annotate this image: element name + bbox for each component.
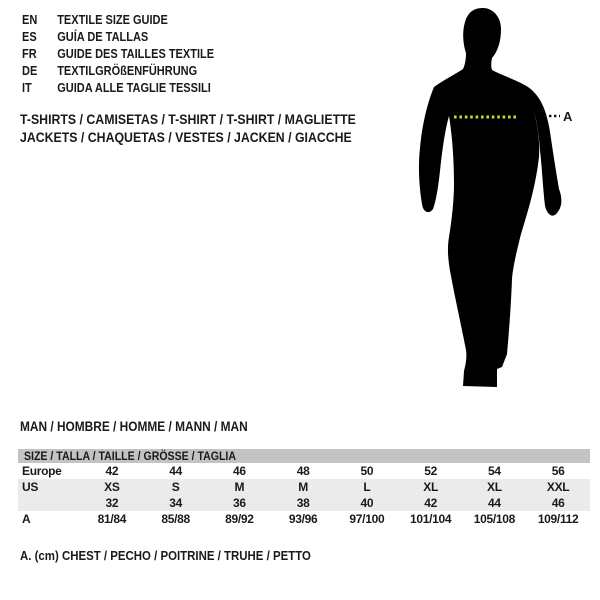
measurement-footnote-text: A. (cm) CHEST / PECHO / POITRINE / TRUHE / PETTO	[20, 548, 311, 563]
language-title: GUIDA ALLE TAGLIE TESSILI	[57, 81, 211, 95]
language-title: GUIDE DES TAILLES TEXTILE	[57, 47, 215, 61]
table-row-chest-a	[18, 511, 590, 527]
table-cell: 34	[169, 496, 182, 510]
table-cell: 36	[233, 496, 246, 510]
table-cell: 109/112	[537, 512, 579, 526]
table-cell: 44	[488, 496, 501, 510]
table-cell: 48	[296, 464, 310, 478]
man-silhouette	[419, 8, 561, 387]
table-cell: 89/92	[225, 512, 254, 526]
row-label: US	[22, 480, 39, 494]
table-row-numeric	[18, 495, 590, 511]
table-cell: 42	[105, 464, 119, 478]
table-cell: 97/100	[349, 512, 385, 526]
section-title-man	[20, 419, 279, 434]
table-cell: 93/96	[288, 512, 318, 526]
table-cell: 38	[296, 496, 310, 510]
table-cell: 54	[488, 464, 501, 478]
table-cell: XS	[104, 480, 120, 494]
language-code: EN	[22, 13, 38, 27]
language-code: FR	[22, 47, 37, 61]
table-cell: 46	[551, 496, 565, 510]
table-cell: 50	[360, 464, 374, 478]
table-cell: 44	[169, 464, 182, 478]
table-cell: XXL	[546, 480, 570, 494]
table-cell: 85/88	[161, 512, 190, 526]
category-jackets: JACKETS / CHAQUETAS / VESTES / JACKEN / GIACCHE	[20, 129, 352, 145]
language-title: TEXTILGRÖßENFÜHRUNG	[57, 64, 198, 78]
size-table-header-text: SIZE / TALLA / TAILLE / GRÖSSE / TAGLIA	[24, 449, 236, 463]
table-cell: 32	[105, 496, 119, 510]
table-cell: 42	[424, 496, 437, 510]
language-code: IT	[22, 81, 32, 95]
table-row-europe	[18, 463, 590, 479]
table-cell: 52	[424, 464, 437, 478]
table-cell: 56	[551, 464, 565, 478]
language-code: ES	[22, 30, 37, 44]
table-cell: 40	[360, 496, 374, 510]
language-title: GUÍA DE TALLAS	[57, 30, 149, 44]
table-cell: 46	[233, 464, 246, 478]
section-title-text: MAN / HOMBRE / HOMME / MANN / MAN	[20, 419, 248, 434]
table-cell: S	[171, 480, 180, 494]
table-cell: XL	[423, 480, 438, 494]
chest-measure-label: A	[563, 109, 573, 124]
table-cell: 101/104	[409, 512, 452, 526]
category-tshirts: T-SHIRTS / CAMISETAS / T-SHIRT / T-SHIRT / MAGLIETTE	[20, 111, 356, 127]
row-label: A	[22, 512, 31, 526]
table-cell: L	[363, 480, 371, 494]
language-code: DE	[22, 64, 38, 78]
table-row-us	[18, 479, 590, 495]
table-cell: M	[298, 480, 308, 494]
size-table	[18, 449, 590, 527]
size-table-header	[18, 449, 590, 463]
row-label: Europe	[22, 464, 62, 478]
measurement-footnote	[20, 548, 351, 563]
table-cell: M	[234, 480, 245, 494]
table-cell: 81/84	[97, 512, 127, 526]
table-cell: 105/108	[473, 512, 516, 526]
language-title: TEXTILE SIZE GUIDE	[57, 13, 168, 27]
table-cell: XL	[487, 480, 502, 494]
